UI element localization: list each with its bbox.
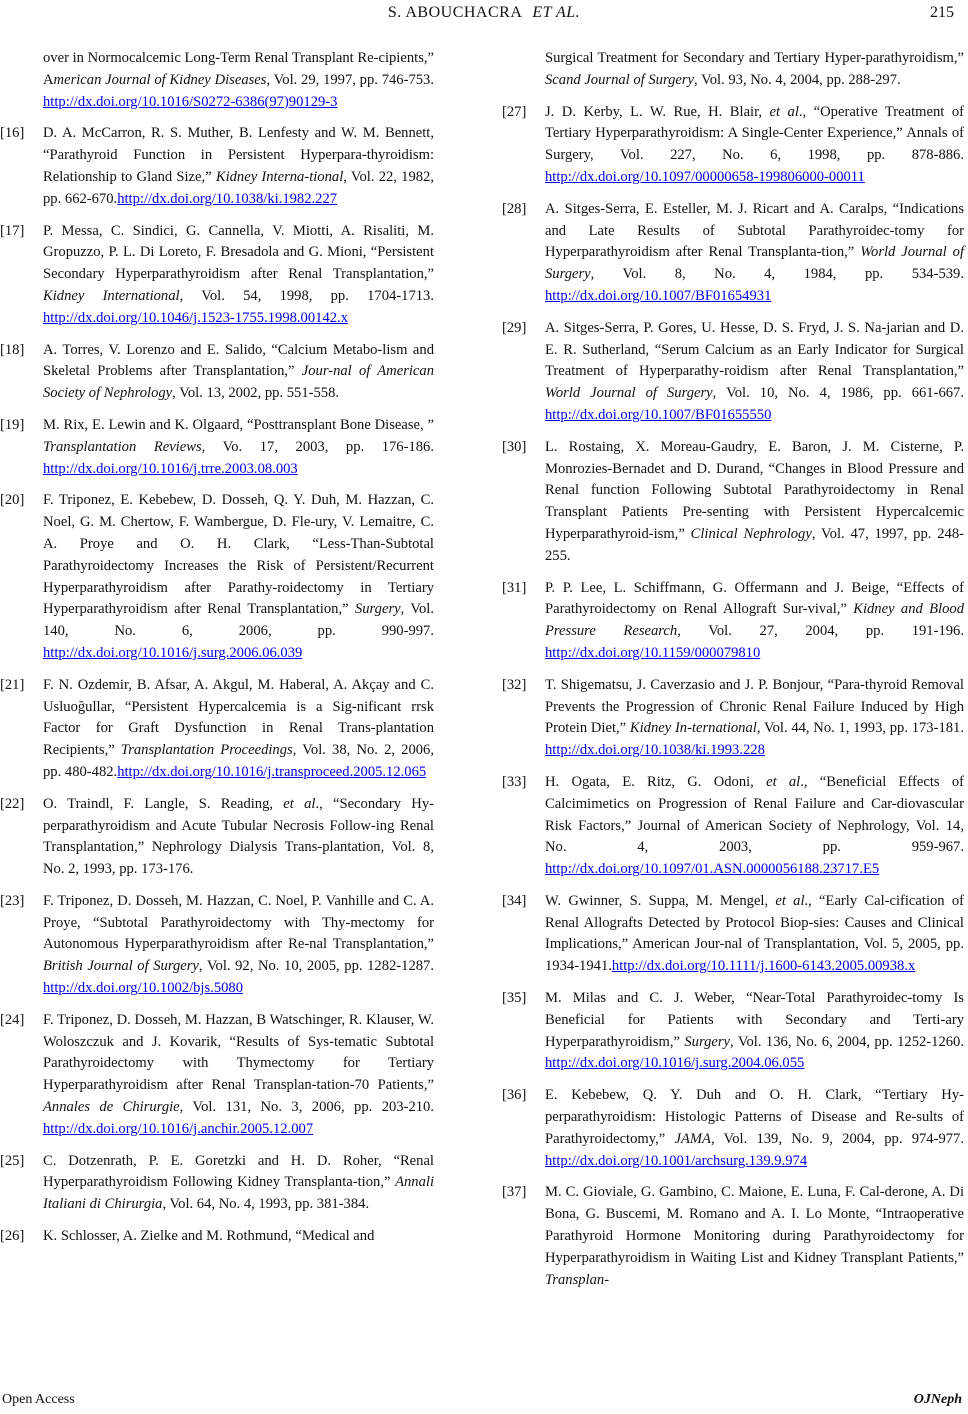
reference-details: , Vol. 10, No. 4, 1986, pp. 661-667. [712, 385, 964, 402]
reference-item [502, 199, 964, 308]
reference-journal: Transplantation Reviews [43, 438, 202, 455]
running-title [0, 4, 968, 22]
reference-number: [31] [502, 579, 527, 596]
reference-text: Surgical Treatment for Secondary and Tertiary Hyper-parathyroidism,” [545, 50, 964, 66]
reference-journal: Transplantation Proceedings [120, 742, 293, 759]
reference-journal: Kidney Interna-tional [215, 168, 344, 185]
reference-journal: Annali Italiani di Chirurgia [43, 1174, 434, 1213]
reference-journal: et al [769, 103, 799, 120]
doi-link[interactable]: http://dx.doi.org/10.1038/ki.1982.227 [117, 190, 338, 207]
reference-number: [20] [0, 492, 25, 509]
reference-text: E. Kebebew, Q. Y. Duh and O. H. Clark, “Tertiary Hy-perparathyroidism: Histologic Patterns of Disease and Re-sults of Parathyroidectomy,” [545, 1087, 964, 1147]
reference-details: , Vol. 13, 2002, pp. 551-558. [172, 385, 340, 402]
reference-text: W. Gwinner, S. Suppa, M. Mengel, [545, 892, 776, 909]
reference-text: over in Normocalcemic Long-Term Renal Transplant Re-cipients,” A [43, 50, 434, 88]
footer-journal: OJNeph [913, 1392, 962, 1407]
reference-number: [19] [0, 416, 25, 433]
reference-details: , Vol. 92, No. 10, 2005, pp. 1282-1287. [198, 958, 435, 975]
reference-number: [26] [0, 1228, 25, 1245]
reference-item [0, 675, 434, 784]
reference-details: , Vo. 17, 2003, pp. 176-186. [201, 438, 434, 455]
reference-text: M. Rix, E. Lewin and K. Olgaard, “Posttransplant Bone Disease, ” [43, 416, 434, 433]
reference-text: A. Sitges-Serra, P. Gores, U. Hesse, D. S. Fryd, J. S. Na-jarian and D. E. R. Sutherland, “Serum Calcium as an Early Indicator for Surgical Treatment of Hyperparathy-roidism after Renal Transplantation,” [545, 319, 964, 380]
reference-journal: et al [766, 773, 801, 790]
reference-number: [36] [502, 1087, 527, 1104]
reference-number: [22] [0, 795, 25, 812]
reference-journal: merican Journal of Kidney Diseases [53, 71, 267, 88]
reference-number: [35] [502, 990, 527, 1007]
reference-details: ., “Beneficial Effects of Calcimimetics on Progression of Renal Failure and Car-diovascular Risk Factors,” Journal of American Society of Nephrology, Vol. 14, No. 4, 2003, pp. 959-967. [545, 773, 964, 856]
reference-text: O. Traindl, F. Langle, S. Reading, [43, 795, 284, 812]
reference-details: ., “Early Cal-cification of Renal Allografts Detected by Protocol Biop-sies: Causes and Clinical Implications,” American Jour-nal of Transplantation, Vol. 5, 2005, pp. 1934-1941. [545, 892, 964, 975]
reference-number: [17] [0, 222, 25, 239]
reference-item [0, 794, 434, 881]
reference-number: [37] [502, 1184, 527, 1201]
doi-link[interactable]: http://dx.doi.org/10.1097/00000658-199806000-00011 [545, 168, 865, 185]
doi-link[interactable]: http://dx.doi.org/10.1002/bjs.5080 [43, 980, 244, 997]
reference-text: A. Torres, V. Lorenzo and E. Salido, “Calcium Metabo-lism and Skeletal Problems after Transplantation,” [43, 341, 434, 380]
reference-journal: Scand Journal of Surgery [545, 71, 695, 88]
doi-link[interactable]: http://dx.doi.org/10.1016/S0272-6386(97)90129-3 [43, 93, 338, 110]
reference-details: ., “Secondary Hy-perparathyroidism and Acute Tubular Necrosis Follow-ing Renal Transplantation,” Nephrology Dialysis Trans-plantation, Vol. 8, No. 2, 1993, pp. 173-176. [43, 795, 434, 878]
reference-item [0, 1226, 434, 1248]
reference-item [502, 891, 964, 978]
reference-item [502, 772, 964, 881]
reference-details: , Vol. 38, No. 2, 2006, pp. 480-482. [43, 742, 434, 780]
reference-details: , Vol. 8, No. 4, 1984, pp. 534-539. [590, 266, 964, 283]
reference-number: [16] [0, 125, 25, 142]
reference-details: , Vol. 136, No. 6, 2004, pp. 1252-1260. [730, 1033, 964, 1050]
reference-item [502, 102, 964, 189]
reference-number: [30] [502, 438, 527, 455]
reference-item [0, 221, 434, 330]
reference-text: T. Shigematsu, J. Caverzasio and J. P. Bonjour, “Para-thyroid Removal Prevents the Progression of Chronic Renal Failure Induced by High Protein Diet,” [545, 676, 964, 737]
doi-link[interactable]: http://dx.doi.org/10.1016/j.surg.2004.06.055 [545, 1055, 805, 1072]
doi-link[interactable]: http://dx.doi.org/10.1016/j.surg.2006.06.039 [43, 644, 303, 661]
reference-number: [29] [502, 319, 527, 336]
reference-number: [23] [0, 892, 25, 909]
reference-journal: et al [775, 892, 805, 909]
footer-open-access: Open Access [2, 1392, 75, 1407]
reference-item [502, 1182, 964, 1291]
reference-text: H. Ogata, E. Ritz, G. Odoni, [545, 773, 767, 790]
right-column [502, 48, 964, 1301]
reference-details: , Vol. 64, No. 4, 1993, pp. 381-384. [162, 1196, 370, 1213]
reference-journal: British Journal of Surgery [43, 958, 199, 975]
reference-journal: Transplan- [545, 1271, 610, 1288]
doi-link[interactable]: http://dx.doi.org/10.1159/000079810 [545, 644, 761, 661]
reference-journal: JAMA [674, 1130, 711, 1147]
reference-details: , Vol. 131, No. 3, 2006, pp. 203-210. [179, 1099, 434, 1116]
page-number: 215 [930, 4, 954, 21]
doi-link[interactable]: http://dx.doi.org/10.1038/ki.1993.228 [545, 742, 765, 759]
reference-text: A. Sitges-Serra, E. Esteller, M. J. Ricart and A. Caralps, “Indications and Late Results of Subtotal Parathyroidec-tomy for Hyperparathyroidism after Renal Transplanta-tion,” [545, 200, 964, 261]
reference-details: ., “Operative Treatment of Tertiary Hyperparathyroidism: A Single-Center Experience,” Annals of Surgery, Vol. 227, No. 6, 1998, pp. 878-886. [545, 103, 964, 164]
reference-item [502, 675, 964, 762]
doi-link[interactable]: http://dx.doi.org/10.1001/archsurg.139.9.974 [545, 1152, 808, 1169]
doi-link[interactable]: http://dx.doi.org/10.1111/j.1600-6143.2005.00938.x [611, 958, 916, 975]
reference-details: , Vol. 44, No. 1, 1993, pp. 173-181. [756, 720, 964, 737]
doi-link[interactable]: http://dx.doi.org/10.1016/j.transproceed.2005.12.065 [117, 763, 427, 780]
reference-details: , Vol. 27, 2004, pp. 191-196. [677, 623, 964, 640]
reference-item [502, 437, 964, 568]
reference-number: [24] [0, 1011, 25, 1028]
reference-journal: World Journal of Surgery [545, 244, 964, 283]
reference-number: [18] [0, 341, 25, 358]
reference-text: D. A. McCarron, R. S. Muther, B. Lenfesty and W. M. Bennett, “Parathyroid Function in Persistent Hyperpara-thyroidism: Relationship to Gland Size,” [43, 125, 434, 185]
reference-item [0, 48, 434, 113]
reference-journal: Surgery [684, 1033, 731, 1050]
reference-journal: Kidney In-ternational [629, 720, 757, 737]
reference-details: , Vol. 29, 1997, pp. 746-753. [266, 71, 434, 88]
reference-number: [33] [502, 773, 527, 790]
reference-text: P. P. Lee, L. Schiffmann, G. Offermann and J. Beige, “Effects of Parathyroidectomy on Renal Allograft Sur-vival,” [545, 579, 964, 618]
doi-link[interactable]: http://dx.doi.org/10.1007/BF01655550 [545, 406, 772, 423]
reference-journal: Kidney and Blood Pressure Research [545, 601, 964, 640]
reference-number: [25] [0, 1152, 25, 1169]
reference-text: F. Triponez, E. Kebebew, D. Dosseh, Q. Y. Duh, M. Hazzan, C. Noel, G. M. Chertow, F. Wambergue, D. Fle-ury, V. Lemaitre, C. A. Proye and O. H. Clark, “Less-Than-Subtotal Parathyroidectomy Increases the Risk of Persistent/Recurrent Hyperparathyroidism after Parathy-roidectomy in Tertiary Hyperparathyroidism after Renal Transplantation,” [43, 492, 434, 618]
reference-text: F. N. Ozdemir, B. Afsar, A. Akgul, M. Haberal, A. Akçay and C. Usluoğullar, “Persistent Hypercalcemia is a Sig-nificant rrsk Factor for Graft Dysfunction in Renal Trans-plantation Recipients,” [43, 676, 434, 759]
reference-details: , Vol. 139, No. 9, 2004, pp. 974-977. [710, 1130, 964, 1147]
reference-text: P. Messa, C. Sindici, G. Cannella, V. Miotti, A. Risaliti, M. Gropuzzo, P. L. Di Loreto, F. Bresadola and G. Mioni, “Persistent Secondary Hyperparathyroidism after Renal Transplantation,” [43, 222, 434, 283]
reference-item [0, 340, 434, 405]
reference-item [502, 1085, 964, 1172]
reference-number: [28] [502, 200, 527, 217]
reference-text: L. Rostaing, X. Moreau-Gaudry, E. Baron, J. M. Cisterne, P. Monrozies-Bernadet and D. Durand, “Changes in Blood Pressure and Renal function Following Subtotal Parathyroidectomy in Renal Transplant Patients Pre-senting with Persistent Hypercalcemic Hyperparathyroid-ism,” [545, 438, 964, 542]
reference-item [502, 578, 964, 665]
doi-link[interactable]: http://dx.doi.org/10.1016/j.trre.2003.08.003 [43, 460, 298, 477]
reference-item [502, 318, 964, 427]
reference-text: M. C. Gioviale, G. Gambino, C. Maione, E. Luna, F. Cal-derone, A. Di Bona, G. Buscemi, M. Romano and A. I. Lo Monte, “Intraoperative Parathyroid Hormone Monitoring during Parathyroidectomy for Hyperparathyroidism in Waiting List and Kidney Transplant Patients,” [545, 1184, 964, 1266]
reference-details: , Vol. 22, 1982, pp. 662-670. [43, 168, 434, 207]
doi-link[interactable]: http://dx.doi.org/10.1007/BF01654931 [545, 287, 772, 304]
doi-link[interactable]: http://dx.doi.org/10.1046/j.1523-1755.1998.00142.x [43, 309, 348, 326]
reference-number: [21] [0, 676, 25, 693]
reference-details: , Vol. 93, No. 4, 2004, pp. 288-297. [694, 71, 901, 88]
header-authors: S. ABOUCHACRA [387, 4, 523, 21]
reference-text: F. Triponez, D. Dosseh, M. Hazzan, B Watschinger, R. Klauser, W. Woloszczuk and J. Kovarik, “Results of Sys-tematic Subtotal Parathyroidectomy with Thymectomy for Tertiary Hyperparathyroidism after Renal Transplan-tation-70 Patients,” [43, 1011, 434, 1094]
reference-item [0, 1151, 434, 1216]
page-footer [0, 1392, 968, 1412]
doi-link[interactable]: http://dx.doi.org/10.1097/01.ASN.0000056188.23717.E5 [545, 861, 880, 878]
reference-journal: Surgery [354, 601, 401, 618]
reference-details: , Vol. 140, No. 6, 2006, pp. 990-997. [43, 601, 434, 640]
left-column [0, 48, 434, 1258]
doi-link[interactable]: http://dx.doi.org/10.1016/j.anchir.2005.12.007 [43, 1120, 314, 1137]
reference-text: K. Schlosser, A. Zielke and M. Rothmund, “Medical and [43, 1228, 375, 1245]
reference-journal: Kidney International [43, 287, 180, 304]
reference-journal: Annales de Chirurgie [43, 1099, 180, 1116]
reference-item [502, 48, 964, 92]
reference-text: J. D. Kerby, L. W. Rue, H. Blair, [545, 103, 770, 120]
reference-number: [32] [502, 676, 527, 693]
reference-number: [34] [502, 892, 527, 909]
reference-journal: et al [283, 795, 316, 812]
reference-number: [27] [502, 103, 527, 120]
running-header [0, 4, 968, 34]
reference-item [0, 490, 434, 664]
reference-item [502, 988, 964, 1075]
reference-details: , Vol. 47, 1997, pp. 248-255. [545, 525, 964, 564]
reference-text: M. Milas and C. J. Weber, “Near-Total Parathyroidec-tomy Is Beneficial for Patients with Secondary and Terti-ary Hyperparathyroidism,” [545, 990, 964, 1050]
reference-journal: Clinical Nephrology [690, 525, 812, 542]
reference-item [0, 891, 434, 1000]
reference-item [0, 1010, 434, 1141]
reference-text: F. Triponez, D. Dosseh, M. Hazzan, C. Noel, P. Vanhille and C. A. Proye, “Subtotal Parathyroidectomy with Thy-mectomy for Autonomous Hyperparathyroidism after Re-nal Transplantation,” [43, 892, 434, 953]
reference-item [0, 123, 434, 210]
reference-details: , Vol. 54, 1998, pp. 1704-1713. [179, 287, 434, 304]
reference-journal: Jour-nal of American Society of Nephrology [43, 363, 435, 402]
reference-text: C. Dotzenrath, P. E. Goretzki and H. D. Roher, “Renal Hyperparathyroidism Following Kidney Transplanta-tion,” [43, 1152, 434, 1191]
header-et-al: ET AL. [532, 4, 581, 21]
reference-item [0, 415, 434, 480]
reference-journal: World Journal of Surgery [545, 385, 713, 402]
